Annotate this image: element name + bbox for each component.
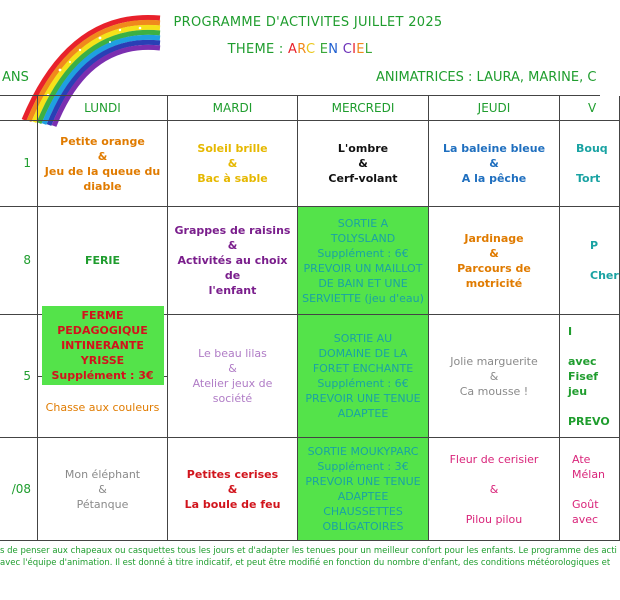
activity-text: &: [97, 149, 108, 163]
activity-text: &: [358, 157, 368, 170]
theme-letter: E: [356, 42, 365, 57]
activity-text: [576, 156, 580, 171]
activity-cell-lundi: [38, 377, 168, 438]
outing-cell-mercredi: [298, 315, 429, 438]
activity-text: Jolie marguerite: [450, 354, 538, 368]
theme-letter: E: [319, 42, 329, 57]
activity-text: Bouq: [576, 142, 608, 155]
activity-cell-mercredi: [298, 121, 429, 207]
outing-cell-mercredi: [298, 207, 429, 315]
activity-text: avec: [572, 512, 599, 526]
theme-letter: I: [352, 42, 357, 57]
activity-text: CHAUSSETTES: [323, 505, 403, 518]
activity-text: &: [489, 369, 499, 383]
activity-text: Cher: [590, 269, 619, 282]
activity-cell-mardi: [168, 438, 298, 541]
activity-text: SORTIE MOUKYPARC: [307, 445, 419, 458]
activity-text: [590, 253, 594, 268]
theme-letter: N: [328, 42, 339, 57]
theme-letter: A: [288, 42, 298, 57]
activity-text: &: [227, 482, 238, 496]
activity-text: Fleur de cerisier: [449, 452, 539, 466]
activity-text: PREVOIR UNE TENUE: [305, 475, 421, 488]
activity-text: diable: [83, 179, 122, 193]
activity-text: PREVOIR UNE TENUE: [305, 392, 421, 405]
activity-text: Fisef: [568, 369, 599, 383]
theme-letter: C: [342, 42, 353, 57]
activity-text: INTINERANTE YRISSE: [61, 339, 144, 367]
activity-text: &: [227, 157, 238, 170]
activity-text: &: [227, 239, 238, 252]
activity-text: &: [489, 246, 499, 260]
activity-cell-mardi: [168, 315, 298, 438]
activity-text: l'enfant: [208, 284, 257, 297]
activity-text: Mélan: [572, 467, 606, 481]
activity-text: [568, 399, 572, 414]
week-label: 5: [0, 315, 38, 438]
activity-text: Supplément : 3€: [51, 369, 154, 382]
activity-text: société: [212, 392, 253, 405]
activity-text: jeu: [568, 384, 588, 398]
activity-text: Supplément : 3€: [317, 460, 409, 473]
theme-label: THEME :: [227, 42, 289, 57]
activity-text: ADAPTEE: [337, 407, 389, 420]
footer-note-line-2: avec l'équipe d'animation. Il est donné à titre indicatif, et peut être modifié en fonction du nombre d'enfant, des conditions météorologiques et: [0, 558, 611, 568]
activity-text: Ca mousse !: [459, 384, 529, 398]
activity-text: DE BAIN ET UNE: [318, 276, 408, 290]
week-label: 1: [0, 121, 38, 207]
activity-cell-jeudi: [429, 315, 560, 438]
activity-table: [0, 95, 619, 541]
activity-text: SERVIETTE (jeu d'eau): [302, 291, 424, 305]
theme-letter: L: [364, 42, 373, 57]
page-title: PROGRAMME D'ACTIVITES JUILLET 2025: [173, 15, 443, 30]
activity-text: Pilou pilou: [465, 512, 523, 526]
activity-text: Petite orange: [60, 134, 145, 148]
activity-text: Chasse aux couleurs: [45, 400, 160, 414]
activity-text: SORTIE A: [337, 216, 389, 230]
activity-text: Soleil brille: [197, 142, 268, 155]
activity-text: DOMAINE DE LA: [318, 347, 408, 360]
activity-text: Supplément : 6€: [317, 246, 409, 260]
activity-cell-mardi: [168, 207, 298, 315]
activity-text: [572, 482, 576, 497]
theme-letter: R: [297, 42, 306, 57]
day-header-lundi: LUNDI: [38, 96, 168, 121]
activity-text: Jeu de la queue du: [44, 164, 161, 178]
activity-cell-vendredi: [560, 315, 620, 438]
activity-text: FERIE: [84, 254, 121, 267]
activity-text: FORET ENCHANTE: [312, 362, 414, 375]
age-group-label: ANS: [2, 70, 29, 85]
activity-text: [492, 467, 496, 482]
corner-cell: [0, 96, 38, 121]
activity-text: [492, 497, 496, 512]
lundi-split-top: [38, 309, 168, 382]
activity-cell-lundi: [38, 207, 168, 315]
activity-text: PREVO: [568, 414, 610, 428]
activity-text: Grappes de raisins: [174, 224, 291, 237]
activity-text: PREVOIR UN MAILLOT: [303, 261, 423, 275]
activity-text: Jardinage: [464, 231, 524, 245]
activity-cell-jeudi: [429, 438, 560, 541]
activity-text: I: [568, 324, 573, 338]
activity-text: Ate: [572, 452, 591, 466]
activity-text: &: [489, 157, 499, 170]
activity-text: Cerf-volant: [328, 172, 398, 185]
activity-text: ADAPTEE: [337, 490, 389, 503]
activity-text: P: [590, 239, 599, 252]
week-label: 8: [0, 207, 38, 315]
activity-text: Tort: [576, 172, 601, 185]
activity-text: L'ombre: [337, 142, 389, 155]
activity-text: [568, 339, 572, 354]
activity-text: Petites cerises: [186, 467, 279, 481]
outing-cell-mercredi: [298, 438, 429, 541]
activity-text: Le beau lilas: [198, 347, 267, 360]
activity-text: OBLIGATOIRES: [322, 520, 404, 533]
activity-text: FERME PEDAGOGIQUE: [57, 309, 148, 337]
day-header-mercredi: MERCREDI: [298, 96, 429, 121]
activity-text: La baleine bleue: [442, 142, 546, 155]
activity-text: &: [228, 362, 237, 375]
theme-value: [288, 42, 372, 57]
activity-text: &: [98, 482, 107, 496]
week-label: /08: [0, 438, 38, 541]
activity-text: La boule de feu: [184, 497, 281, 511]
activity-cell-jeudi: [429, 121, 560, 207]
farm-event-box: [42, 306, 164, 385]
activity-text: Bac à sable: [197, 172, 268, 185]
activity-cell-vendredi: [560, 207, 620, 315]
activity-text: Activités au choix de: [177, 254, 288, 282]
activity-text: Mon éléphant: [64, 467, 141, 481]
activity-cell-jeudi: [429, 207, 560, 315]
activity-cell-mardi: [168, 121, 298, 207]
activity-cell-vendredi: [560, 121, 620, 207]
footer-note-line-1: s de penser aux chapeaux ou casquettes tous les jours et d'adapter les tenues pour un meilleur confort pour les enfants. Le programme des acti: [0, 546, 617, 556]
theme-line: [0, 42, 600, 57]
activity-text: Parcours de motricité: [457, 261, 531, 290]
activity-text: Pétanque: [76, 497, 129, 511]
activity-cell-vendredi: [560, 438, 620, 541]
activity-text: TOLYSLAND: [330, 231, 396, 245]
activity-text: SORTIE AU: [333, 332, 393, 345]
day-header-jeudi: JEUDI: [429, 96, 560, 121]
activity-text: avec: [568, 354, 597, 368]
activity-text: Goût: [572, 497, 599, 511]
activity-text: Atelier jeux de: [192, 377, 273, 390]
activity-cell-lundi: [38, 438, 168, 541]
theme-letter: C: [305, 42, 316, 57]
staff-label: ANIMATRICES : LAURA, MARINE, C: [376, 70, 597, 85]
activity-cell-lundi: [38, 121, 168, 207]
activity-text: A la pêche: [461, 172, 527, 185]
activity-text: &: [489, 482, 499, 496]
day-header-mardi: MARDI: [168, 96, 298, 121]
activity-text: Supplément : 6€: [317, 377, 409, 390]
day-header-vendredi: V: [560, 96, 620, 121]
